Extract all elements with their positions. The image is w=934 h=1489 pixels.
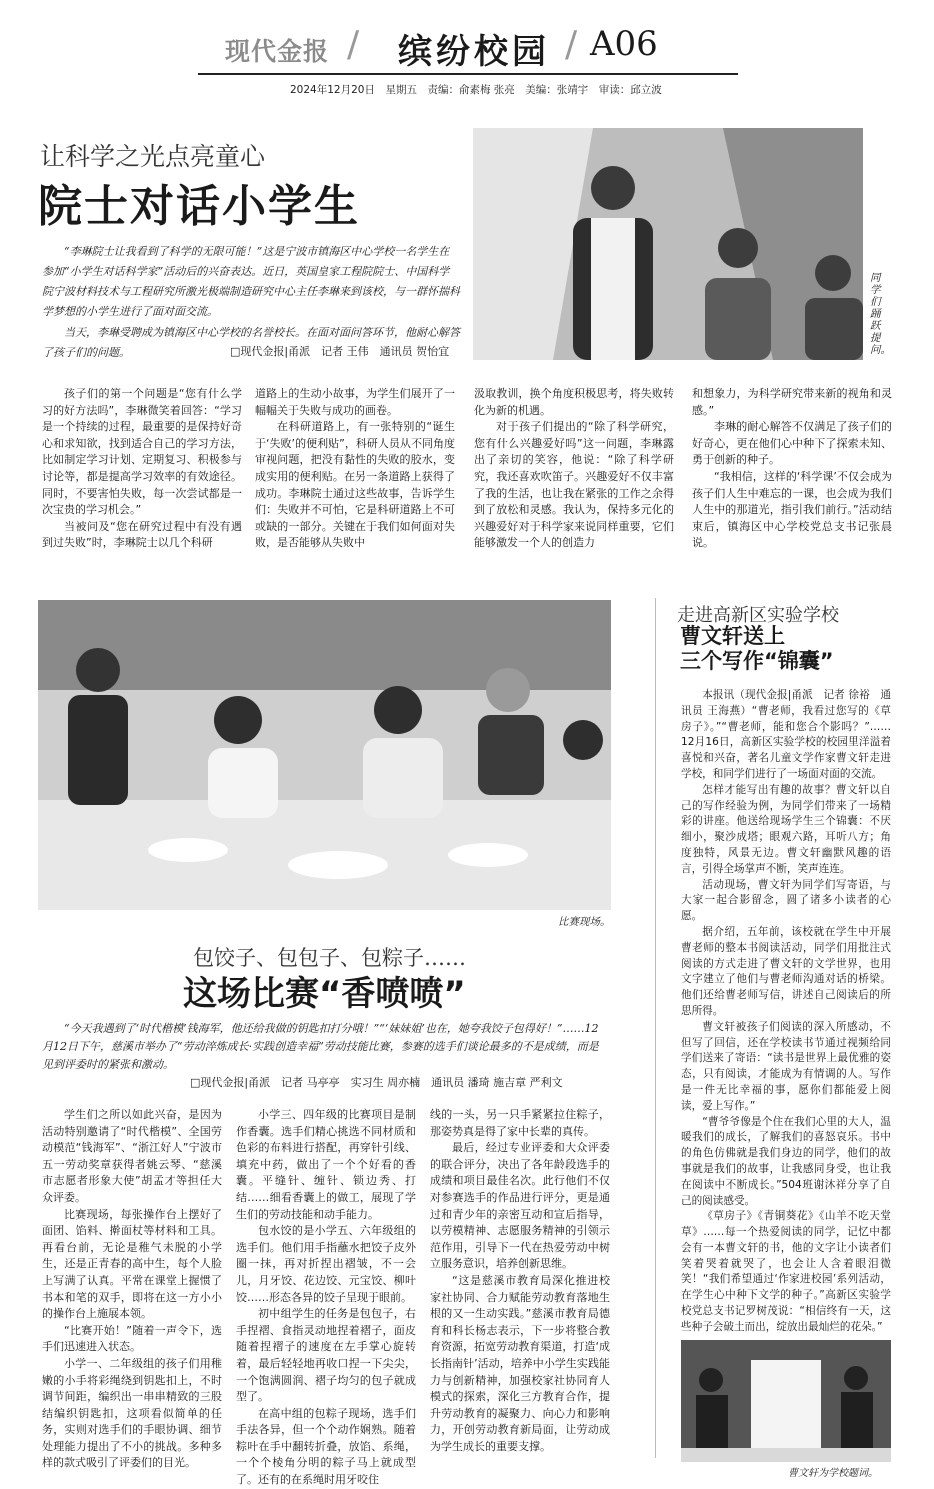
masthead-rule [198, 73, 738, 75]
paragraph: 对于孩子们提出的“除了科学研究，您有什么兴趣爱好吗”这一问题，李琳露出了亲切的笑容，他说：“除了科学研究，我还喜欢吹笛子。兴趣爱好不仅丰富了我的生活，也让我在紧张的工作之余得到了放松和灵感。我认为，保持多元化的兴趣爱好对于科学家来说同样重要，它们能够激发一个人的创造力 [474, 420, 674, 550]
paragraph: 比赛现场，每张操作台上摆好了面团、馅料、擀面杖等材料和工具。再看台前，无论是稚气未脱的小学生，还是正青春的高中生，每个人脸上写满了认真。平常在课堂上握惯了书本和笔的双手，即将在这一方小小的操作台上施展本领。 [42, 1207, 222, 1321]
article1-lead-2-text: 当天，李琳受聘成为镇海区中心学校的名誉校长。在面对面问答环节，他耐心解答了孩子们的问题。 [42, 326, 460, 359]
paragraph: 道路上的生动小故事，为学生们展开了一幅幅关于失败与成功的画卷。 [255, 387, 455, 417]
article3-photo [681, 1340, 891, 1462]
masthead [0, 0, 934, 105]
paragraph: 在高中组的包粽子现场，选手们手法各异，但一个个动作娴熟。随着粽叶在手中翻转折叠，放馅、系绳，一个个棱角分明的粽子马上就成型了。还有的在系绳时用牙咬住 [236, 1406, 416, 1487]
paragraph: “这是慈溪市教育局深化推进校家社协同、合力赋能劳动教育落地生根的又一生动实践。”慈溪市教育局德育和科长杨志表示，下一步将整合教育资源，拓宽劳动教育渠道，打造‘成长指南针’活动，培养中小学生实践能力与创新精神，加强校家社协同育人模式的探索，深化三方教育合作，提升劳动教育的凝聚力、向心力和影响力，开创劳动教育新局面，让劳动成为学生成长的重要支撑。 [430, 1273, 610, 1453]
paragraph: 线的一头，另一只手紧紧拉住粽子，那姿势真是得了家中长辈的真传。 [430, 1108, 610, 1138]
paragraph: 活动现场，曹文轩为同学们写寄语，与大家一起合影留念，圆了诸多小读者的心愿。 [681, 878, 891, 923]
article2-lead: “今天我遇到了‘时代楷模’钱海军，他还给我做的钥匙扣打分哦！”“‘妹妹姐’也在，她夸我饺子包得好！”……12月12日下午，慈溪市举办了“劳动淬炼成长·实践创造幸福”劳动技能比赛，参赛的选手们谈论最多的不是成绩，而是见到评委时的紧张和激动。 [42, 1022, 599, 1071]
article1-kicker: 让科学之光点亮童心 [40, 142, 266, 171]
students-photo-illustration [473, 128, 863, 360]
article2-byline: □现代金报|甬派 记者 马亭亭 实习生 周亦楠 通讯员 潘琦 施吉章 严利文 [190, 1076, 563, 1089]
paragraph: 《草房子》《青铜葵花》《山羊不吃天堂草》……每一个热爱阅读的同学，记忆中都会有一本曹文轩的书，他的文字让小读者们笑着哭着就哭了，也会让人含着眼泪微笑！“我们希望通过‘作家进校园’系列活动，在学生心中种下文学的种子。”高新区实验学校党总支书记罗树茂说：“相信终有一天，这些种子会破土而出，绽放出最灿烂的花朵。” [681, 1210, 891, 1333]
article2-headline: 这场比赛“香喷喷” [183, 974, 466, 1014]
paragraph: “我相信，这样的‘科学课’不仅会成为孩子们人生中难忘的一课，也会成为我们人生中的那道光，指引我们前行。”活动结束后，镇海区中心学校党总支书记张晨说。 [692, 469, 892, 550]
newspaper-brand: 现代金报 [225, 37, 330, 66]
paragraph: 李琳的耐心解答不仅满足了孩子们的好奇心，更在他们心中种下了探索未知、勇于创新的种子。 [692, 420, 892, 467]
column-divider [655, 598, 656, 1458]
paragraph: 学生们之所以如此兴奋，是因为活动特别邀请了“时代楷模”、全国劳动模范“钱海军”、“浙江好人”宁波市五一劳动奖章获得者姚云琴、“慈溪市志愿者形象大使”胡孟才等担任大众评委。 [42, 1108, 222, 1204]
masthead-slash: / [347, 24, 360, 65]
article1-headline: 院士对话小学生 [38, 181, 360, 232]
paragraph: 孩子们的第一个问题是“您有什么学习的好方法吗”，李琳微笑着回答：“学习是一个持续的过程，最重要的是保持好奇心和求知欲，找到适合自己的学习方法，比如制定学习计划、定期复习、积极参与讨论等，都是提高学习效率的有效途径。同时，不要害怕失败，每一次尝试都是一次宝贵的学习机会。” [42, 387, 242, 517]
paragraph: 小学一、二年级组的孩子们用稚嫩的小手将彩绳绕到钥匙扣上，不时调节间距，编织出一串串精致的三股结编织钥匙扣，这项看似简单的任务，实则对选手们的手眼协调、细节处理能力提出了不小的挑战。多种多样的款式吸引了评委们的目光。 [42, 1356, 222, 1470]
paragraph: 最后，经过专业评委和大众评委的联合评分，决出了各年龄段选手的成绩和项目最佳名次。此行他们不仅对参赛选手的作品进行评分，更是通过和青少年的亲密互动和宣后指导，以劳模精神、志愿服务精神的引领示范作用，引导下一代在热爱劳动中树立服务意识，培养创新思维。 [430, 1141, 610, 1271]
paragraph: 初中组学生的任务是包包子，右手捏褶、食指灵动地捏着褶子，面皮随着捏褶子的速度在左手掌心旋转着，最后轻轻地再收口捏一下尖尖，一个饱满圆润、褶子均匀的包子就成型了。 [236, 1307, 416, 1404]
article1-photo-caption: 同学们踊跃提问。 [870, 272, 891, 356]
article2-column-1 [42, 1107, 222, 1472]
article1-column-1 [42, 386, 242, 552]
article1-column-3 [474, 386, 674, 552]
article1-lead: “李琳院士让我看到了科学的无限可能！”这是宁波市镇海区中心学校一名学生在参加“小学生对话科学家”活动后的兴奋表达。近日，英国皇家工程院院士、中国科学院宁波材料技术与工程研究所激光极端制造研究中心主任李琳来到该校，与一群怀揣科学梦想的小学生进行了面对面交流。 [42, 245, 460, 318]
paragraph: “曹爷爷像是个住在我们心里的大人，温暖我们的成长，了解我们的喜怒哀乐。书中的角色仿佛就是我们身边的同学，他们的故事就是我们的故事，让我感同身受，也让我在阅读中不断成长。”504班谢沐祥分享了自己的阅读感受。 [681, 1115, 891, 1207]
section-title: 缤纷校园 [398, 32, 550, 72]
paragraph: 据介绍，五年前，该校就在学生中开展曹老师的整本书阅读活动，同学们用批注式阅读的方式走进了曹文轩的文学世界，也用文字建立了他们与曹老师沟通对话的桥梁。他们还给曹老师写信，讲述自己阅读后的所思所得。 [681, 925, 891, 1017]
article1-column-4 [692, 386, 892, 552]
paragraph: 曹文轩被孩子们阅读的深入所感动，不但写了回信，还在学校读书节通过视频给同学们送来了寄语：“读书是世界上最优雅的姿态，只有阅读，才能成为有情调的人。写作是一件无比幸福的事，愿你们都能爱上阅读，爱上写作。” [681, 1020, 891, 1112]
paragraph: 小学三、四年级的比赛项目是制作香囊。选手们精心挑选不同材质和色彩的布料进行搭配，再穿针引线、填充中药，做出了一个个好看的香囊。平缝针、缠针、锁边秀、打结……细看香囊上的做工，展现了学生们的劳动技能和动手能力。 [236, 1108, 416, 1221]
article3-headline [680, 624, 834, 674]
article1-column-2 [255, 386, 455, 552]
article1-byline: □现代金报|甬派 记者 王伟 通讯员 贺怡宜 [230, 345, 450, 358]
paragraph: 包水饺的是小学五、六年级组的选手们。他们用手指蘸水把饺子皮外圈一抹，再对折捏出褶皱，不一会儿，月牙饺、花边饺、元宝饺、柳叶饺……形态各异的饺子呈现于眼前。 [236, 1224, 416, 1304]
paragraph: 本报讯（现代金报|甬派 记者 徐裕 通讯员 王海燕）“曹老师，我看过您写的《草房子》。”“曹老师，能和您合个影吗？”……12月16日，高新区实验学校的校园里洋溢着喜悦和兴奋，著名儿童文学作家曹文轩走进学校，和同学们进行了一场面对面的交流。 [681, 689, 891, 780]
paragraph: 在科研道路上，有一张特别的“诞生于‘失败’的便利贴”，科研人员从不同角度审视问题，把没有黏性的失败的胶水，变成实用的便利贴。在另一条道路上获得了成功。李琳院士通过这些故事，告诉学生们：失败并不可怕，它是科研道路上不可或缺的一部分。关键在于我们如何面对失败，是否能够从失败中 [255, 420, 455, 550]
paragraph: 当被问及“您在研究过程中有没有遇到过失败”时，李琳院士以几个科研 [42, 519, 242, 550]
paragraph: “比赛开始！”随着一声令下，选手们迅速进入状态。 [42, 1323, 222, 1354]
article3-headline-line1: 曹文轩送上 [680, 624, 785, 648]
article2-column-3 [430, 1107, 610, 1455]
calligraphy-photo-illustration [681, 1340, 891, 1462]
article3-photo-caption: 曹文轩为学校题词。 [788, 1468, 878, 1479]
page-number: A06 [590, 24, 658, 64]
paragraph: 和想象力，为科学研究带来新的视角和灵感。” [692, 387, 892, 417]
article2-kicker: 包饺子、包包子、包粽子…… [193, 946, 466, 970]
article2-photo [38, 600, 611, 910]
article3-headline-line2: 三个写作“锦囊” [680, 649, 834, 673]
competition-photo-illustration [38, 600, 611, 910]
article2-column-2 [236, 1107, 416, 1489]
article2-photo-caption: 比赛现场。 [558, 916, 611, 928]
article1-photo [473, 128, 863, 360]
article3-body [681, 688, 891, 1336]
paragraph: 怎样才能写出有趣的故事？曹文轩以自己的写作经验为例，为同学们带来了一场精彩的讲座。他送给现场学生三个锦囊：不厌细小，聚沙成塔；眼观六路，耳听八方；角度独特，风景无边。曹文轩幽默风趣的语言，引得全场掌声不断，笑声连连。 [681, 783, 891, 875]
paragraph: 汲取教训，换个角度积极思考，将失败转化为新的机遇。 [474, 387, 674, 417]
article3-kicker: 走进高新区实验学校 [677, 605, 839, 626]
issue-info: 2024年12月20日 星期五 责编：俞素梅 张亮 美编：张靖宇 审读：邱立波 [290, 84, 662, 96]
masthead-slash: / [565, 24, 578, 65]
